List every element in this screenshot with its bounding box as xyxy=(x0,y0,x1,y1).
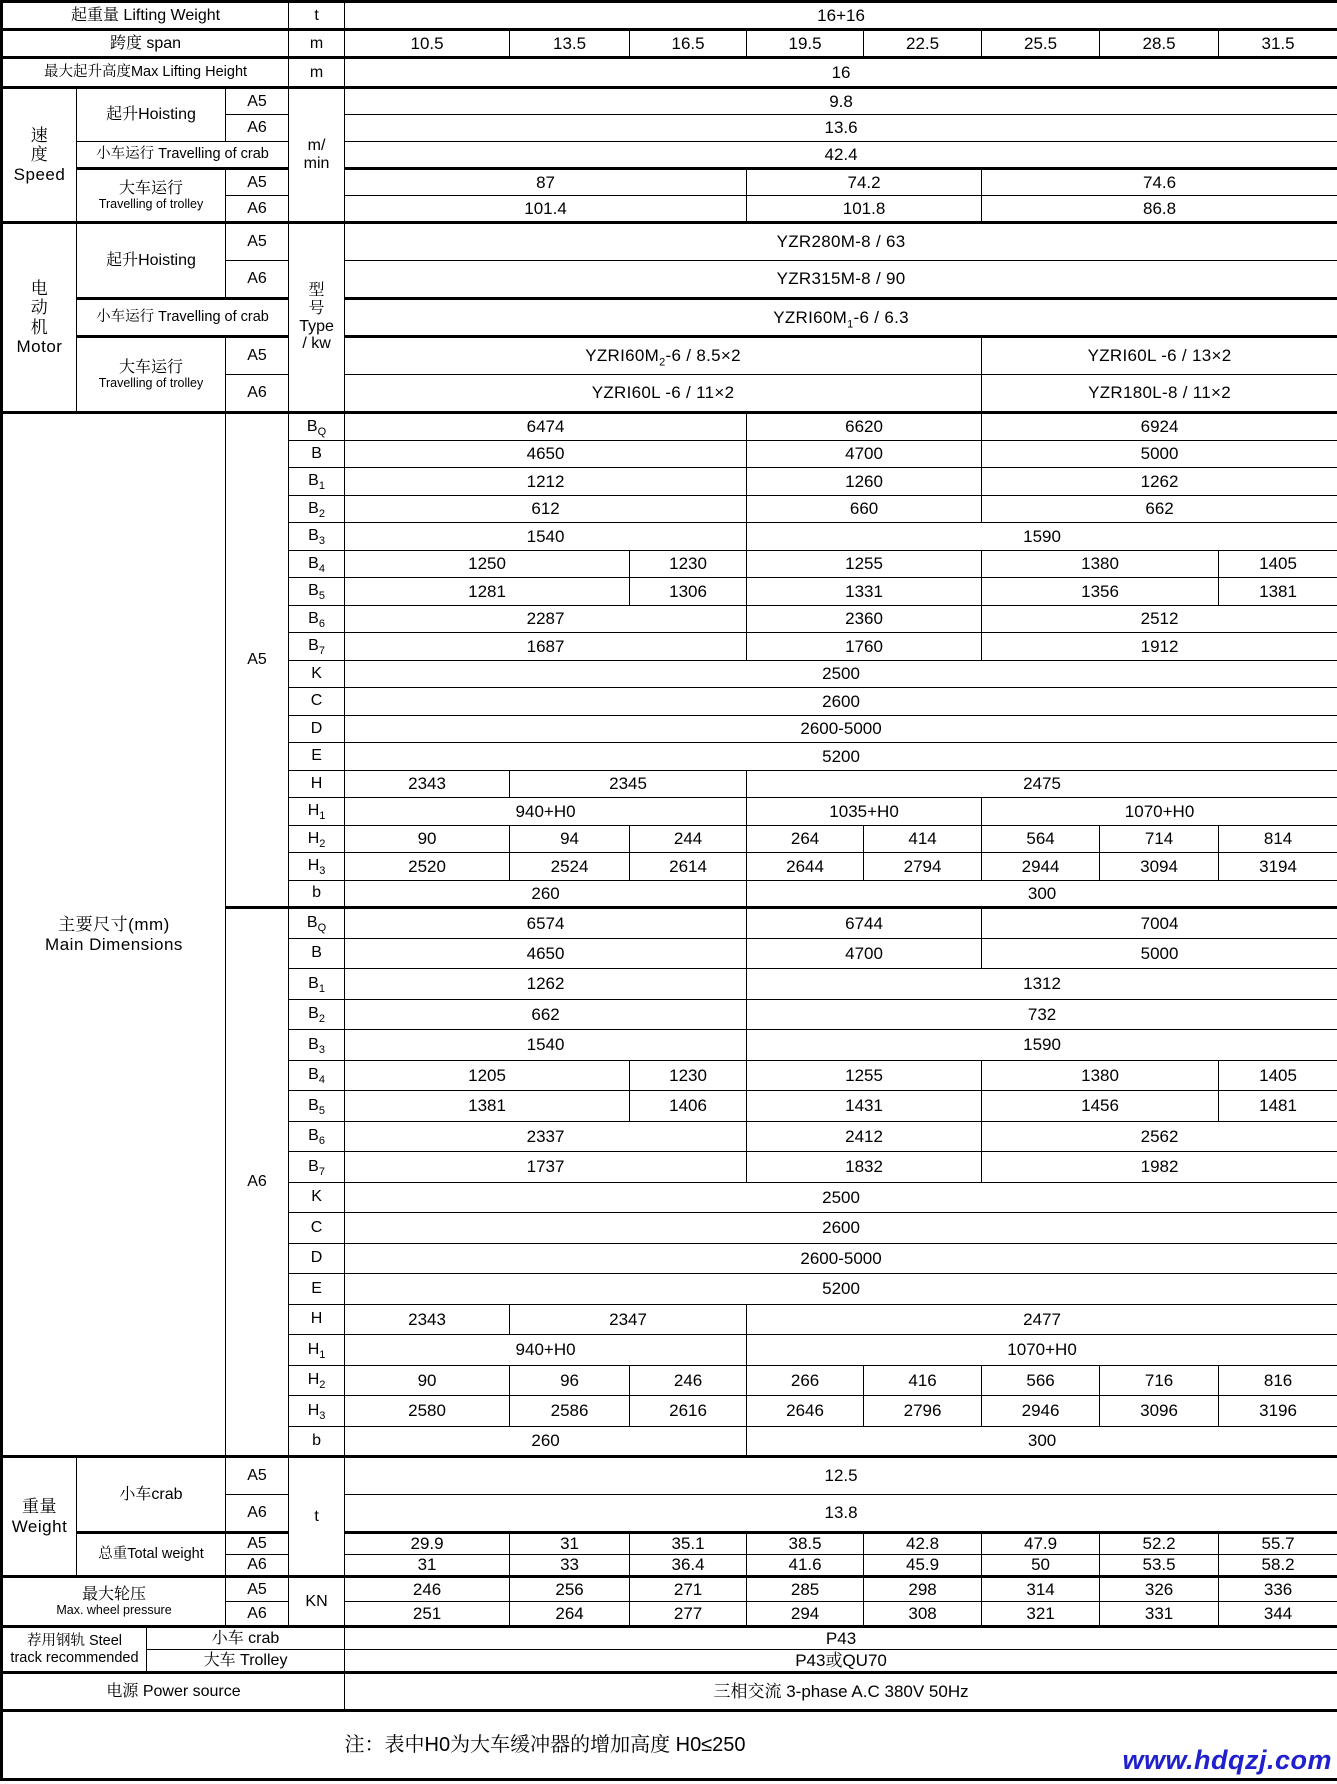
value-cell: 2614 xyxy=(630,853,747,881)
grade-cell: A5 xyxy=(226,169,289,196)
value-cell: 6744 xyxy=(747,908,982,939)
value-cell: 7004 xyxy=(982,908,1337,939)
value-cell: 1205 xyxy=(345,1060,630,1091)
value-cell: 2343 xyxy=(345,770,510,798)
value-cell: 2616 xyxy=(630,1396,747,1427)
value-cell: YZRI60L -6 / 13×2 xyxy=(982,337,1337,375)
value-cell: 2946 xyxy=(982,1396,1100,1427)
value-cell: 1381 xyxy=(345,1091,630,1122)
grade-cell: A5 xyxy=(226,337,289,375)
row-label-power-source: 电源 Power source xyxy=(2,1673,345,1711)
row-label-hoisting: 起升Hoisting xyxy=(77,88,226,142)
value-cell: 662 xyxy=(345,999,747,1030)
grade-cell: A5 xyxy=(226,88,289,115)
value-cell: 47.9 xyxy=(982,1533,1100,1555)
value-cell: 3094 xyxy=(1100,853,1219,881)
dim-label: D xyxy=(289,1243,345,1274)
row-label-crab-travel: 小车运行 Travelling of crab xyxy=(77,299,289,337)
value-cell: 2600-5000 xyxy=(345,715,1337,743)
grade-cell: A6 xyxy=(226,908,289,1457)
dim-label: $H_3$ xyxy=(289,853,345,881)
dim-label: $B_5$ xyxy=(289,578,345,606)
value-cell: 58.2 xyxy=(1219,1555,1337,1577)
grade-cell: A6 xyxy=(226,375,289,413)
value-cell: 1912 xyxy=(982,633,1337,661)
grade-cell: A5 xyxy=(226,413,289,908)
value-cell: 50 xyxy=(982,1555,1100,1577)
value-cell: 1590 xyxy=(747,1030,1337,1061)
value-cell: 3194 xyxy=(1219,853,1337,881)
value-cell: 5200 xyxy=(345,1274,1337,1305)
value-cell: 101.8 xyxy=(747,196,982,223)
value-cell: 308 xyxy=(864,1602,982,1627)
value-cell: 1380 xyxy=(982,1060,1219,1091)
value-cell: 1255 xyxy=(747,550,982,578)
dim-label: $B_1$ xyxy=(289,468,345,496)
value-cell: 251 xyxy=(345,1602,510,1627)
value-cell: 52.2 xyxy=(1100,1533,1219,1555)
dim-label: b xyxy=(289,880,345,908)
value-cell: P43 xyxy=(345,1627,1337,1650)
dim-label: C xyxy=(289,1213,345,1244)
value-cell: YZR315M-8 / 90 xyxy=(345,261,1337,299)
unit-cell: t xyxy=(289,2,345,30)
value-cell: 87 xyxy=(345,169,747,196)
value-cell: 264 xyxy=(510,1602,630,1627)
value-cell: 38.5 xyxy=(747,1533,864,1555)
dim-label: B xyxy=(289,938,345,969)
value-cell: 260 xyxy=(345,1426,747,1457)
power-source-value: 三相交流 3-phase A.C 380V 50Hz xyxy=(345,1673,1337,1711)
value-cell: 2524 xyxy=(510,853,630,881)
value-cell: 1035+H0 xyxy=(747,798,982,826)
value-cell: 1212 xyxy=(345,468,747,496)
value-cell: 2600 xyxy=(345,688,1337,716)
dim-label: E xyxy=(289,743,345,771)
value-cell: 300 xyxy=(747,880,1337,908)
value-cell: 1250 xyxy=(345,550,630,578)
dim-label: K xyxy=(289,660,345,688)
dim-label: $B_Q$ xyxy=(289,908,345,939)
value-cell: 244 xyxy=(630,825,747,853)
dim-label: E xyxy=(289,1274,345,1305)
value-cell: 25.5 xyxy=(982,30,1100,58)
value-cell: 716 xyxy=(1100,1365,1219,1396)
value-cell: 2562 xyxy=(982,1121,1337,1152)
value-cell: 1406 xyxy=(630,1091,747,1122)
max-lifting-height-value: 16 xyxy=(345,58,1337,88)
value-cell: 33 xyxy=(510,1555,630,1577)
value-cell: 13.6 xyxy=(345,115,1337,142)
value-cell: 2412 xyxy=(747,1121,982,1152)
value-cell: 321 xyxy=(982,1602,1100,1627)
dim-label: D xyxy=(289,715,345,743)
grade-cell: A5 xyxy=(226,223,289,261)
value-cell: 9.8 xyxy=(345,88,1337,115)
spec-table-body xyxy=(2,2,1337,1780)
value-cell: 612 xyxy=(345,495,747,523)
value-cell: 5000 xyxy=(982,440,1337,468)
value-cell: 22.5 xyxy=(864,30,982,58)
value-cell: 86.8 xyxy=(982,196,1337,223)
value-cell: 2337 xyxy=(345,1121,747,1152)
value-cell: 55.7 xyxy=(1219,1533,1337,1555)
value-cell: 5200 xyxy=(345,743,1337,771)
value-cell: 2794 xyxy=(864,853,982,881)
value-cell: 31 xyxy=(345,1555,510,1577)
unit-cell: m xyxy=(289,58,345,88)
row-label-span: 跨度 span xyxy=(2,30,289,58)
value-cell: 16.5 xyxy=(630,30,747,58)
value-cell: 566 xyxy=(982,1365,1100,1396)
row-label-max-wheel-pressure: 最大轮压 Max. wheel pressure xyxy=(2,1577,226,1627)
section-main-dimensions: 主要尺寸(mm) Main Dimensions xyxy=(2,413,226,1457)
value-cell: 5000 xyxy=(982,938,1337,969)
value-cell: 2500 xyxy=(345,1182,1337,1213)
value-cell: 2944 xyxy=(982,853,1100,881)
value-cell: 294 xyxy=(747,1602,864,1627)
value-cell: 101.4 xyxy=(345,196,747,223)
value-cell: 714 xyxy=(1100,825,1219,853)
value-cell: P43或QU70 xyxy=(345,1650,1337,1673)
value-cell: 96 xyxy=(510,1365,630,1396)
unit-cell: t xyxy=(289,1457,345,1577)
value-cell: 940+H0 xyxy=(345,1335,747,1366)
value-cell: 264 xyxy=(747,825,864,853)
dim-label: H xyxy=(289,770,345,798)
value-cell: 1982 xyxy=(982,1152,1337,1183)
value-cell: 2345 xyxy=(510,770,747,798)
value-cell: 1380 xyxy=(982,550,1219,578)
dim-label: $B_5$ xyxy=(289,1091,345,1122)
value-cell: 300 xyxy=(747,1426,1337,1457)
grade-cell: A6 xyxy=(226,1555,289,1577)
value-cell: 6574 xyxy=(345,908,747,939)
dim-label: $B_7$ xyxy=(289,633,345,661)
value-cell: 2347 xyxy=(510,1304,747,1335)
value-cell: 816 xyxy=(1219,1365,1337,1396)
dim-label: $B_4$ xyxy=(289,550,345,578)
unit-cell: KN xyxy=(289,1577,345,1627)
unit-cell: 型 号 Type / kw xyxy=(289,223,345,413)
value-cell: 2600-5000 xyxy=(345,1243,1337,1274)
value-cell: 74.6 xyxy=(982,169,1337,196)
value-cell: 90 xyxy=(345,1365,510,1396)
row-label-track-crab: 小车 crab xyxy=(147,1627,345,1650)
value-cell: 1431 xyxy=(747,1091,982,1122)
value-cell: $YZRI60M_2-6 / 8.5\times 2$ xyxy=(345,337,982,375)
value-cell: 4650 xyxy=(345,938,747,969)
unit-cell: m/ min xyxy=(289,88,345,223)
value-cell: 6474 xyxy=(345,413,747,441)
section-motor: 电 动 机 Motor xyxy=(2,223,77,413)
value-cell: 1456 xyxy=(982,1091,1219,1122)
value-cell: 42.8 xyxy=(864,1533,982,1555)
dim-label: $B_7$ xyxy=(289,1152,345,1183)
dim-label: B xyxy=(289,440,345,468)
value-cell: 1356 xyxy=(982,578,1219,606)
value-cell: 326 xyxy=(1100,1577,1219,1602)
value-cell: 344 xyxy=(1219,1602,1337,1627)
dim-label: $H_2$ xyxy=(289,1365,345,1396)
value-cell: 1230 xyxy=(630,1060,747,1091)
grade-cell: A6 xyxy=(226,1495,289,1533)
value-cell: 256 xyxy=(510,1577,630,1602)
value-cell: 331 xyxy=(1100,1602,1219,1627)
dim-label: $B_3$ xyxy=(289,523,345,551)
value-cell: 31 xyxy=(510,1533,630,1555)
grade-cell: A6 xyxy=(226,115,289,142)
value-cell: YZR180L-8 / 11×2 xyxy=(982,375,1337,413)
value-cell: 246 xyxy=(345,1577,510,1602)
value-cell: 940+H0 xyxy=(345,798,747,826)
value-cell: YZRI60L -6 / 11×2 xyxy=(345,375,982,413)
value-cell: 2477 xyxy=(747,1304,1337,1335)
value-cell: 29.9 xyxy=(345,1533,510,1555)
footnote: 注：表中H0为大车缓冲器的增加高度 H0≤250 xyxy=(2,1711,1337,1780)
value-cell: 1260 xyxy=(747,468,982,496)
value-cell: 74.2 xyxy=(747,169,982,196)
value-cell: 2520 xyxy=(345,853,510,881)
value-cell: 1381 xyxy=(1219,578,1337,606)
value-cell: 42.4 xyxy=(345,142,1337,169)
grade-cell: A6 xyxy=(226,196,289,223)
dim-label: $B_4$ xyxy=(289,1060,345,1091)
dim-label: $H_1$ xyxy=(289,1335,345,1366)
dim-label: $H_2$ xyxy=(289,825,345,853)
value-cell: 2580 xyxy=(345,1396,510,1427)
value-cell: 4700 xyxy=(747,938,982,969)
value-cell: $YZRI60M_1-6 / 6.3$ xyxy=(345,299,1337,337)
value-cell: 1481 xyxy=(1219,1091,1337,1122)
value-cell: 4700 xyxy=(747,440,982,468)
row-label-lifting-weight: 起重量 Lifting Weight xyxy=(2,2,289,30)
dim-label: H xyxy=(289,1304,345,1335)
value-cell: 266 xyxy=(747,1365,864,1396)
value-cell: 271 xyxy=(630,1577,747,1602)
row-sublabel: Max. wheel pressure xyxy=(56,1602,172,1617)
value-cell: 12.5 xyxy=(345,1457,1337,1495)
value-cell: 94 xyxy=(510,825,630,853)
dim-label: $B_Q$ xyxy=(289,413,345,441)
dim-label: $H_1$ xyxy=(289,798,345,826)
row-label-max-lifting-height: 最大起升高度Max Lifting Height xyxy=(2,58,289,88)
value-cell: 2600 xyxy=(345,1213,1337,1244)
value-cell: 28.5 xyxy=(1100,30,1219,58)
value-cell: 277 xyxy=(630,1602,747,1627)
value-cell: 2475 xyxy=(747,770,1337,798)
value-cell: 3196 xyxy=(1219,1396,1337,1427)
value-cell: 13.5 xyxy=(510,30,630,58)
dim-label: b xyxy=(289,1426,345,1457)
row-label-trolley-travel: 大车运行 Travelling of trolley xyxy=(77,169,226,223)
value-cell: 1331 xyxy=(747,578,982,606)
value-cell: 1405 xyxy=(1219,550,1337,578)
grade-cell: A6 xyxy=(226,261,289,299)
value-cell: 1737 xyxy=(345,1152,747,1183)
value-cell: YZR280M-8 / 63 xyxy=(345,223,1337,261)
value-cell: 2646 xyxy=(747,1396,864,1427)
dim-label: $B_2$ xyxy=(289,495,345,523)
value-cell: 314 xyxy=(982,1577,1100,1602)
value-cell: 1540 xyxy=(345,523,747,551)
value-cell: 1262 xyxy=(982,468,1337,496)
value-cell: 336 xyxy=(1219,1577,1337,1602)
value-cell: 1540 xyxy=(345,1030,747,1061)
row-sublabel: Travelling of trolley xyxy=(98,375,204,390)
watermark-url: www.hdqzj.com xyxy=(1122,1745,1332,1775)
dim-label: C xyxy=(289,688,345,716)
row-label-crab-weight: 小车crab xyxy=(77,1457,226,1533)
value-cell: 2287 xyxy=(345,605,747,633)
value-cell: 2360 xyxy=(747,605,982,633)
value-cell: 662 xyxy=(982,495,1337,523)
lifting-weight-value: 16+16 xyxy=(345,2,1337,30)
dim-label: $B_1$ xyxy=(289,969,345,1000)
row-sublabel: Travelling of trolley xyxy=(98,196,204,211)
value-cell: 814 xyxy=(1219,825,1337,853)
value-cell: 732 xyxy=(747,999,1337,1030)
value-cell: 1312 xyxy=(747,969,1337,1000)
grade-cell: A5 xyxy=(226,1457,289,1495)
value-cell: 1070+H0 xyxy=(747,1335,1337,1366)
row-label-hoisting: 起升Hoisting xyxy=(77,223,226,299)
row-label-crab-travel: 小车运行 Travelling of crab xyxy=(77,142,289,169)
value-cell: 1760 xyxy=(747,633,982,661)
row-label-total-weight: 总重Total weight xyxy=(77,1533,226,1577)
value-cell: 564 xyxy=(982,825,1100,853)
value-cell: 2500 xyxy=(345,660,1337,688)
value-cell: 298 xyxy=(864,1577,982,1602)
dim-label: $B_3$ xyxy=(289,1030,345,1061)
value-cell: 1070+H0 xyxy=(982,798,1337,826)
value-cell: 31.5 xyxy=(1219,30,1337,58)
value-cell: 6620 xyxy=(747,413,982,441)
value-cell: 10.5 xyxy=(345,30,510,58)
value-cell: 36.4 xyxy=(630,1555,747,1577)
value-cell: 1405 xyxy=(1219,1060,1337,1091)
value-cell: 1262 xyxy=(345,969,747,1000)
unit-cell: m xyxy=(289,30,345,58)
value-cell: 53.5 xyxy=(1100,1555,1219,1577)
row-label-trolley-travel: 大车运行 Travelling of trolley xyxy=(77,337,226,413)
grade-cell: A5 xyxy=(226,1577,289,1602)
value-cell: 1281 xyxy=(345,578,630,606)
grade-cell: A5 xyxy=(226,1533,289,1555)
value-cell: 285 xyxy=(747,1577,864,1602)
value-cell: 246 xyxy=(630,1365,747,1396)
row-label-steel-track: 荐用钢轨 Steel track recommended xyxy=(2,1627,147,1673)
value-cell: 2512 xyxy=(982,605,1337,633)
value-cell: 416 xyxy=(864,1365,982,1396)
value-cell: 1832 xyxy=(747,1152,982,1183)
grade-cell: A6 xyxy=(226,1602,289,1627)
dim-label: $H_3$ xyxy=(289,1396,345,1427)
section-weight: 重量 Weight xyxy=(2,1457,77,1577)
value-cell: 4650 xyxy=(345,440,747,468)
value-cell: 2644 xyxy=(747,853,864,881)
value-cell: 1306 xyxy=(630,578,747,606)
value-cell: 1590 xyxy=(747,523,1337,551)
value-cell: 90 xyxy=(345,825,510,853)
section-speed: 速 度 Speed xyxy=(2,88,77,223)
value-cell: 2586 xyxy=(510,1396,630,1427)
dim-label: $B_2$ xyxy=(289,999,345,1030)
value-cell: 13.8 xyxy=(345,1495,1337,1533)
value-cell: 35.1 xyxy=(630,1533,747,1555)
value-cell: 414 xyxy=(864,825,982,853)
value-cell: 41.6 xyxy=(747,1555,864,1577)
value-cell: 6924 xyxy=(982,413,1337,441)
dim-label: $B_6$ xyxy=(289,605,345,633)
row-label-track-trolley: 大车 Trolley xyxy=(147,1650,345,1673)
value-cell: 19.5 xyxy=(747,30,864,58)
value-cell: 660 xyxy=(747,495,982,523)
value-cell: 2343 xyxy=(345,1304,510,1335)
value-cell: 1230 xyxy=(630,550,747,578)
dim-label: $B_6$ xyxy=(289,1121,345,1152)
value-cell: 2796 xyxy=(864,1396,982,1427)
value-cell: 260 xyxy=(345,880,747,908)
value-cell: 1687 xyxy=(345,633,747,661)
dim-label: K xyxy=(289,1182,345,1213)
value-cell: 1255 xyxy=(747,1060,982,1091)
value-cell: 3096 xyxy=(1100,1396,1219,1427)
value-cell: 45.9 xyxy=(864,1555,982,1577)
